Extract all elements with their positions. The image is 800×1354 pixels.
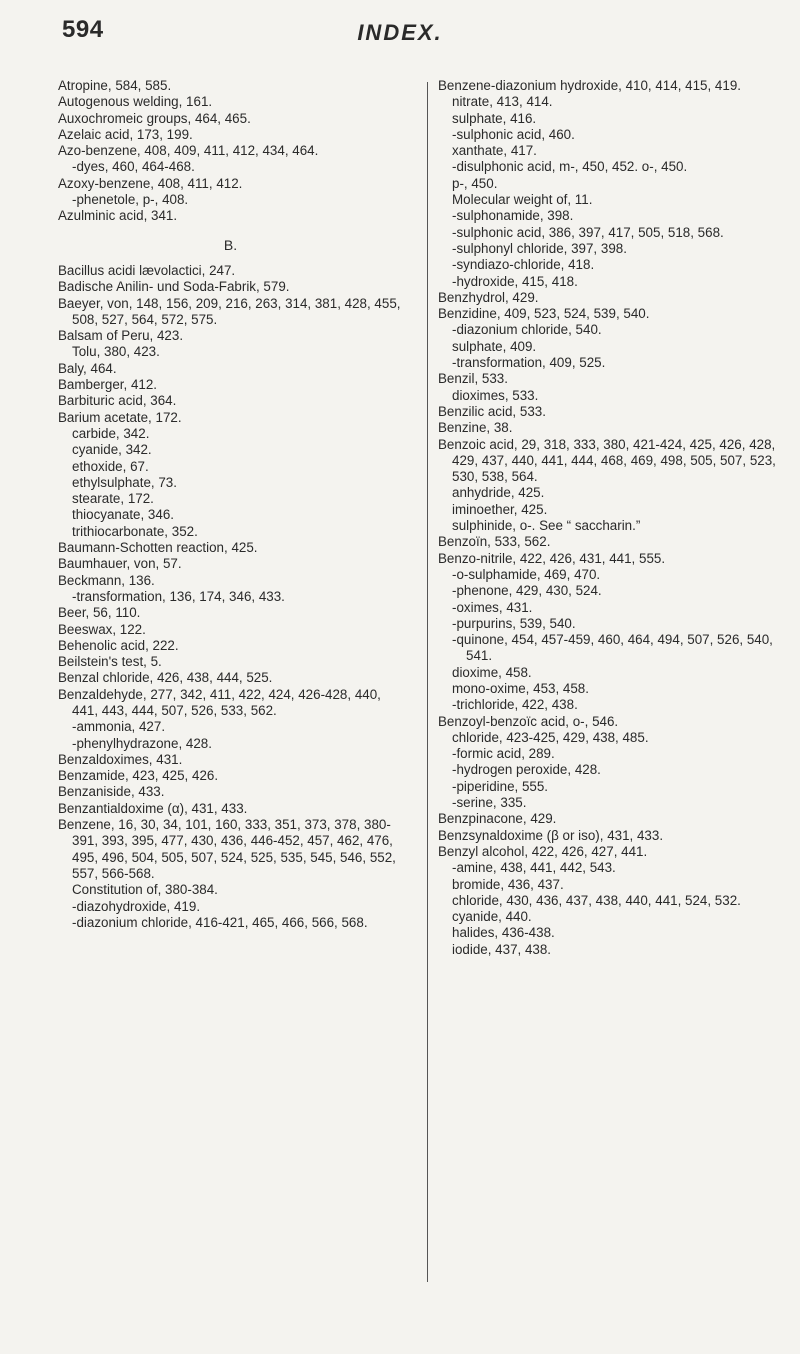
index-entry: cyanide, 440. — [452, 909, 532, 925]
index-entry: Benzyl alcohol, 422, 426, 427, 441. — [438, 843, 648, 859]
index-entry: Benzo-nitrile, 422, 426, 431, 441, 555. — [438, 550, 666, 566]
index-entry: -sulphonyl chloride, 397, 398. — [452, 240, 627, 256]
index-entry: ethylsulphate, 73. — [72, 474, 177, 490]
index-entry: Beer, 56, 110. — [58, 605, 141, 621]
index-entry: Benzaniside, 433. — [58, 784, 165, 800]
index-entry: p-, 450. — [452, 175, 498, 191]
index-entry: Balsam of Peru, 423. — [58, 328, 184, 344]
index-entry: -oximes, 431. — [452, 599, 533, 615]
index-entry: Benzaldoximes, 431. — [58, 751, 183, 767]
column-divider — [427, 82, 428, 1282]
index-entry: Benzoic acid, 29, 318, 333, 380, 421-424, 425, 426, 428, 429, 437, 440, 441, 444, 468, 469, 498, 505, 507, 523, 530, 538, 564. — [438, 436, 776, 485]
index-entry: -ammonia, 427. — [72, 719, 166, 735]
index-entry: -sulphonic acid, 386, 397, 417, 505, 518, 568. — [452, 224, 724, 240]
index-entry: Benzene, 16, 30, 34, 101, 160, 333, 351, 373, 378, 380-391, 393, 395, 477, 430, 436, 446-452, 457, 462, 476, 495, 496, 504, 505, 507, 524, 525, 535, 545, 546, 552, 557, 566-568. — [58, 817, 396, 881]
index-entry: Benzpinacone, 429. — [438, 811, 557, 827]
page-number: 594 — [62, 16, 104, 43]
index-entry: sulphate, 409. — [452, 338, 537, 354]
index-entry: -diazohydroxide, 419. — [72, 898, 201, 914]
index-entry: -quinone, 454, 457-459, 460, 464, 494, 507, 526, 540, 541. — [452, 632, 773, 664]
index-column-right — [438, 78, 783, 958]
index-entry: Benzamide, 423, 425, 426. — [58, 768, 219, 784]
index-entry: Behenolic acid, 222. — [58, 637, 179, 653]
index-entry: -formic acid, 289. — [452, 746, 555, 762]
index-entry: Bacillus acidi lævolactici, 247. — [58, 262, 236, 278]
index-entry: mono-oxime, 453, 458. — [452, 680, 589, 696]
index-entry: Benzhydrol, 429. — [438, 289, 539, 305]
index-entry: dioxime, 458. — [452, 664, 532, 680]
index-entry: anhydride, 425. — [452, 485, 545, 501]
index-entry: Benzal chloride, 426, 438, 444, 525. — [58, 670, 273, 686]
index-entry: sulphinide, o-. See “ saccharin.” — [452, 518, 641, 534]
index-entry: -phenetole, p-, 408. — [72, 192, 189, 208]
index-entry: Baly, 464. — [58, 360, 117, 376]
index-entry: -piperidine, 555. — [452, 778, 549, 794]
index-entry: Beckmann, 136. — [58, 572, 155, 588]
index-entry: Azelaic acid, 173, 199. — [58, 126, 193, 142]
running-head: INDEX. — [357, 20, 443, 45]
index-entry: Benzoyl-benzoïc acid, o-, 546. — [438, 713, 619, 729]
index-entry: Molecular weight of, 11. — [452, 192, 593, 208]
index-entry: -sulphonamide, 398. — [452, 208, 574, 224]
index-entry: stearate, 172. — [72, 491, 154, 507]
index-entry: ethoxide, 67. — [72, 458, 149, 474]
index-section-letter: B. — [223, 236, 238, 253]
index-entry: Beeswax, 122. — [58, 621, 146, 637]
index-entry: -transformation, 136, 174, 346, 433. — [72, 588, 285, 604]
index-entry: nitrate, 413, 414. — [452, 94, 553, 110]
index-entry: -phenylhydrazone, 428. — [72, 735, 212, 751]
index-entry: Auxochromeic groups, 464, 465. — [58, 110, 251, 126]
index-entry: -disulphonic acid, m-, 450, 452. o-, 450. — [452, 159, 688, 175]
index-entry: Autogenous welding, 161. — [58, 94, 213, 110]
index-entry: -o-sulphamide, 469, 470. — [452, 566, 601, 582]
index-entry: -purpurins, 539, 540. — [452, 615, 576, 631]
index-entry: Badische Anilin- und Soda-Fabrik, 579. — [58, 279, 290, 295]
index-entry: Baeyer, von, 148, 156, 209, 216, 263, 314, 381, 428, 455, 508, 527, 564, 572, 575. — [58, 295, 401, 327]
index-entry: xanthate, 417. — [452, 143, 537, 159]
index-entry: Barium acetate, 172. — [58, 409, 182, 425]
index-entry: carbide, 342. — [72, 425, 150, 441]
index-entry: Bamberger, 412. — [58, 377, 158, 393]
index-entry: -diazonium chloride, 416-421, 465, 466, 566, 568. — [72, 914, 368, 930]
index-entry: -hydroxide, 415, 418. — [452, 273, 578, 289]
index-entry: -phenone, 429, 430, 524. — [452, 583, 602, 599]
index-entry: Benzaldehyde, 277, 342, 411, 422, 424, 426-428, 440, 441, 443, 444, 507, 526, 533, 562. — [58, 686, 381, 718]
index-entry: Azulminic acid, 341. — [58, 208, 178, 224]
index-entry: Benzantialdoxime (α), 431, 433. — [58, 800, 248, 816]
index-entry: Barbituric acid, 364. — [58, 393, 177, 409]
index-entry: Benzilic acid, 533. — [438, 403, 546, 419]
index-entry: Benzil, 533. — [438, 371, 508, 387]
index-entry: -trichloride, 422, 438. — [452, 697, 578, 713]
index-entry: chloride, 430, 436, 437, 438, 440, 441, 524, 532. — [452, 892, 741, 908]
index-entry: -transformation, 409, 525. — [452, 355, 606, 371]
index-entry: -hydrogen peroxide, 428. — [452, 762, 601, 778]
index-entry: Benzidine, 409, 523, 524, 539, 540. — [438, 306, 650, 322]
index-entry: thiocyanate, 346. — [72, 507, 174, 523]
index-entry: Benzine, 38. — [438, 420, 513, 436]
index-entry: -serine, 335. — [452, 795, 527, 811]
index-column-left — [58, 78, 403, 931]
index-entry: -diazonium chloride, 540. — [452, 322, 602, 338]
index-entry: Azo-benzene, 408, 409, 411, 412, 434, 464. — [58, 143, 319, 159]
index-entry: -amine, 438, 441, 442, 543. — [452, 860, 616, 876]
index-entry: Baumann-Schotten reaction, 425. — [58, 540, 258, 556]
index-entry: bromide, 436, 437. — [452, 876, 564, 892]
index-entry: dioximes, 533. — [452, 387, 539, 403]
index-entry: -dyes, 460, 464-468. — [72, 159, 195, 175]
index-entry: Benzoïn, 533, 562. — [438, 534, 551, 550]
index-entry: chloride, 423-425, 429, 438, 485. — [452, 729, 649, 745]
index-entry: sulphate, 416. — [452, 110, 537, 126]
index-entry: Baumhauer, von, 57. — [58, 556, 182, 572]
index-entry: Constitution of, 380-384. — [72, 882, 218, 898]
index-entry: iodide, 437, 438. — [452, 941, 552, 957]
index-entry: halides, 436-438. — [452, 925, 555, 941]
index-entry: -syndiazo-chloride, 418. — [452, 257, 595, 273]
index-entry: iminoether, 425. — [452, 501, 548, 517]
index-entry: Azoxy-benzene, 408, 411, 412. — [58, 175, 243, 191]
index-entry: cyanide, 342. — [72, 442, 152, 458]
index-entry: Tolu, 380, 423. — [72, 344, 160, 360]
index-entry: Atropine, 584, 585. — [58, 78, 172, 93]
index-entry: trithiocarbonate, 352. — [72, 523, 198, 539]
index-entry: -sulphonic acid, 460. — [452, 126, 575, 142]
index-entry: Benzsynaldoxime (β or iso), 431, 433. — [438, 827, 664, 843]
index-entry: Beilstein's test, 5. — [58, 654, 162, 670]
index-entry: Benzene-diazonium hydroxide, 410, 414, 415, 419. — [438, 78, 741, 93]
